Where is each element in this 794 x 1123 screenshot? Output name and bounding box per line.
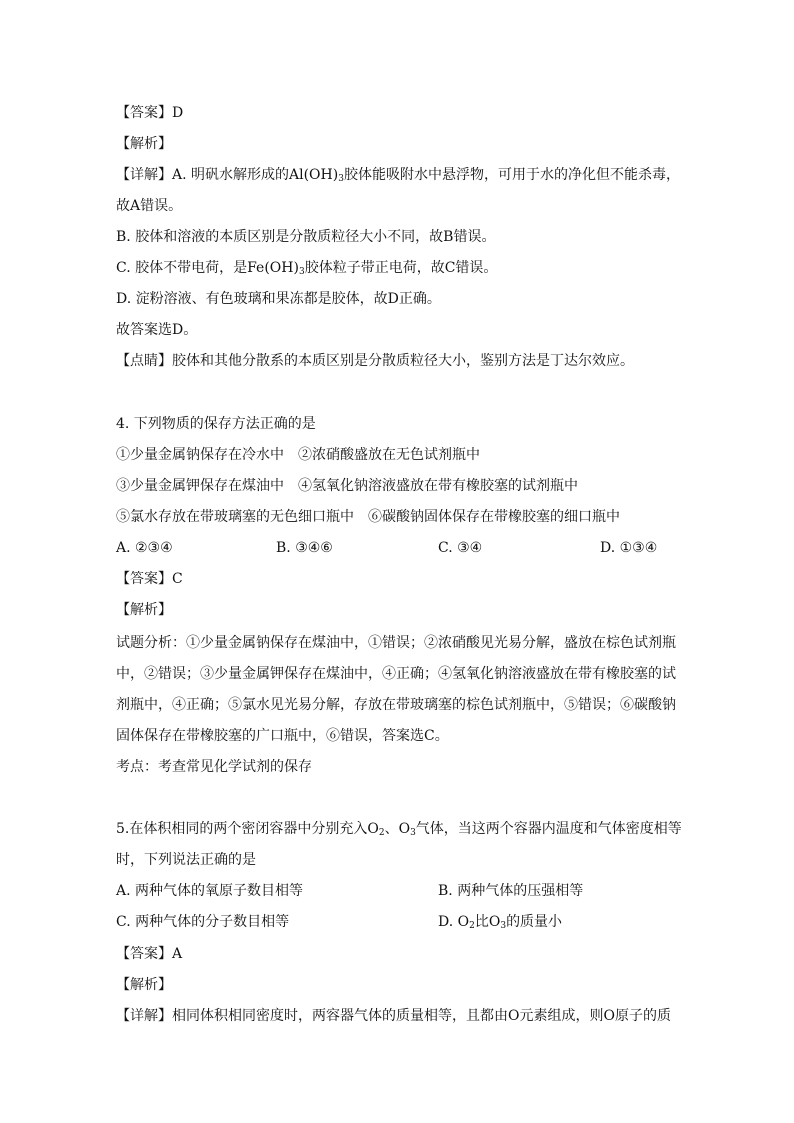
q4-option-d: D. ①③④ [600, 540, 658, 556]
q5-option-d-subscript-1: 2 [469, 921, 475, 931]
q5-option-d-text-c: 的质量小 [506, 914, 563, 930]
q4-item-line-1: ①少量金属钠保存在冷水中 ②浓硝酸盛放在无色试剂瓶中 [116, 447, 480, 463]
q5-option-d-text-a: D. O [438, 914, 470, 930]
q4-option-b: B. ③④⑥ [276, 540, 333, 556]
q3-detail-line-3: B. 胶体和溶液的本质区别是分散质粒径大小不同，故B错误。 [116, 229, 496, 245]
q3-detail-line-5: D. 淀粉溶液、有色玻璃和果冻都是胶体，故D正确。 [116, 291, 441, 307]
q5-option-c: C. 两种气体的分子数目相等 [116, 914, 290, 930]
q3-answer: 【答案】D [116, 105, 184, 121]
q3-detail-line-2: 故A错误。 [116, 198, 183, 214]
q5-analysis-label: 【解析】 [116, 977, 172, 993]
q5-stem-text-b: 、O [384, 821, 411, 837]
q5-option-d [438, 912, 562, 932]
q4-stem: 4. 下列物质的保存方法正确的是 [116, 416, 316, 432]
q3-detail-line-4 [116, 258, 497, 278]
q3-detail-line-1 [116, 165, 680, 185]
q3-detail-4-text-a: C. 胶体不带电荷，是Fe(OH) [116, 260, 299, 276]
q5-answer: 【答案】A [116, 946, 183, 962]
q5-stem-subscript-1: 2 [378, 828, 385, 838]
q4-item-line-2: ③少量金属钾保存在煤油中 ④氢氧化钠溶液盛放在带有橡胶塞的试剂瓶中 [116, 478, 578, 494]
q3-analysis-label: 【解析】 [116, 136, 172, 152]
q3-detail-4-text-b: 胶体粒子带正电荷，故C错误。 [304, 260, 498, 276]
q5-stem-text-a: 5.在体积相同的两个密闭容器中分别充入O [116, 821, 379, 837]
q3-note: 【点睛】胶体和其他分散系的本质区别是分散质粒径大小，鉴别方法是丁达尔效应。 [116, 353, 634, 369]
q4-answer: 【答案】C [116, 571, 183, 587]
q4-analysis-line-4: 固体保存在带橡胶塞的广口瓶中，⑥错误，答案选C。 [116, 728, 449, 744]
q5-stem-line-2: 时，下列说法正确的是 [116, 852, 256, 868]
q5-stem-line-1 [116, 819, 682, 839]
q4-item-line-3: ⑤氯水存放在带玻璃塞的无色细口瓶中 ⑥碳酸钠固体保存在带橡胶塞的细口瓶中 [116, 509, 620, 525]
q5-option-d-text-b: 比O [474, 914, 501, 930]
q3-detail-1-text-b: 胶体能吸附水中悬浮物，可用于水的净化但不能杀毒， [343, 167, 680, 183]
q4-option-a: A. ②③④ [116, 540, 173, 556]
q3-detail-4-subscript: 3 [298, 267, 305, 277]
q3-detail-1-text-a: 【详解】A. 明矾水解形成的Al(OH) [116, 167, 339, 183]
q4-option-c: C. ③④ [438, 540, 483, 556]
q4-analysis-label: 【解析】 [116, 602, 172, 618]
q4-analysis-line-2: 中，②错误；③少量金属钾保存在煤油中，④正确；④氢氧化钠溶液盛放在带有橡胶塞的试 [116, 666, 676, 682]
q5-option-b: B. 两种气体的压强相等 [438, 883, 584, 899]
q5-option-d-subscript-2: 3 [500, 921, 507, 931]
q4-analysis-line-3: 剂瓶中，④正确；⑤氯水见光易分解，存放在带玻璃塞的棕色试剂瓶中，⑤错误；⑥碳酸钠 [116, 697, 676, 713]
q5-stem-subscript-2: 3 [410, 828, 416, 838]
q3-detail-line-6: 故答案选D。 [116, 322, 198, 338]
q5-option-a: A. 两种气体的氧原子数目相等 [116, 883, 304, 899]
q5-detail-line-1: 【详解】相同体积相同密度时，两容器气体的质量相等，且都由O元素组成，则O原子的质 [116, 1008, 671, 1024]
q4-kaodian: 考点：考查常见化学试剂的保存 [116, 759, 312, 775]
q3-detail-1-subscript: 3 [338, 174, 344, 184]
q5-stem-text-c: 气体，当这两个容器内温度和气体密度相等 [415, 821, 682, 837]
q4-analysis-line-1: 试题分析：①少量金属钠保存在煤油中，①错误；②浓硝酸见光易分解，盛放在棕色试剂瓶 [116, 635, 676, 651]
